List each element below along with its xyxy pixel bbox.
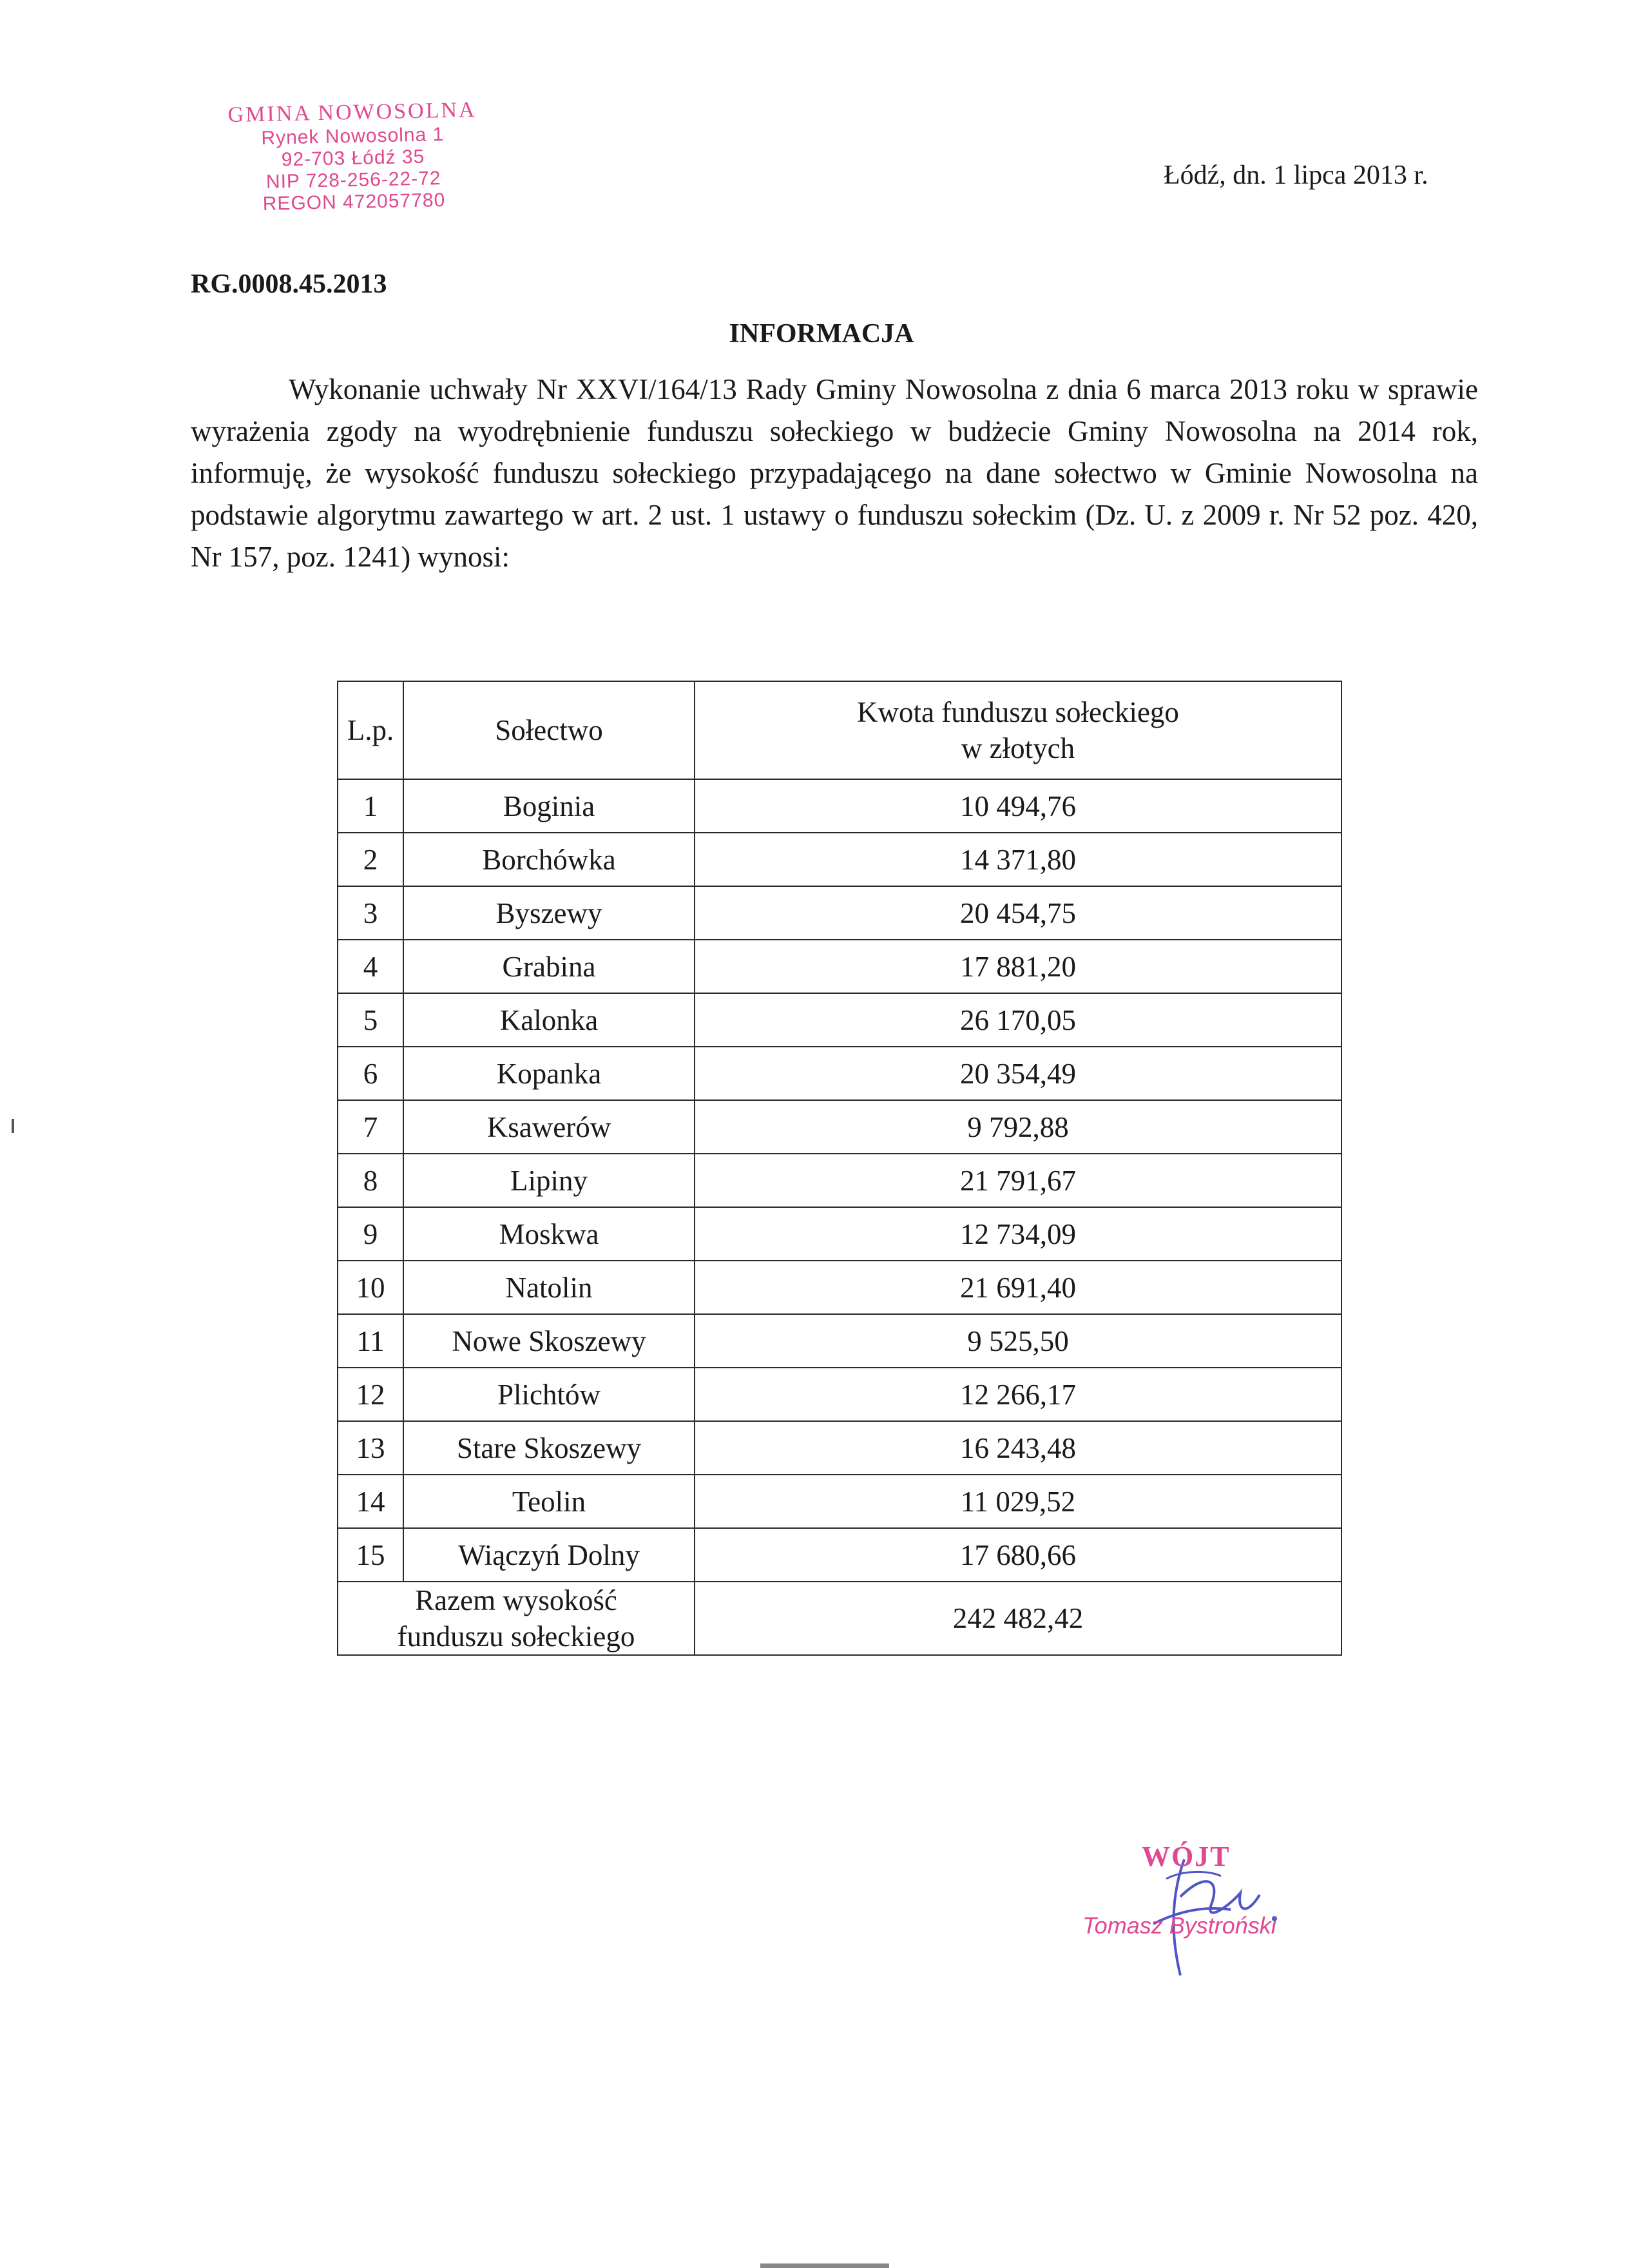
row-amount: 17 680,66 [695,1528,1341,1582]
row-lp: 2 [338,833,403,886]
row-amount: 10 494,76 [695,779,1341,833]
scan-edge-line [760,2263,889,2268]
total-row [338,1582,1341,1655]
row-amount: 11 029,52 [695,1475,1341,1528]
signature-title: WÓJT [1142,1841,1231,1872]
office-stamp [204,97,503,217]
table-row [338,1154,1341,1207]
row-name: Boginia [403,779,695,833]
table-row [338,1100,1341,1154]
row-lp: 15 [338,1528,403,1582]
row-name: Byszewy [403,886,695,940]
reference-number: RG.0008.45.2013 [191,269,387,299]
row-name: Teolin [403,1475,695,1528]
row-lp: 14 [338,1475,403,1528]
table-header-row [338,681,1341,779]
table-row [338,1475,1341,1528]
table-row [338,1368,1341,1421]
total-label [338,1582,695,1655]
table-row [338,833,1341,886]
row-name: Wiączyń Dolny [403,1528,695,1582]
row-amount: 9 525,50 [695,1314,1341,1368]
table-body [338,779,1341,1582]
table-row [338,779,1341,833]
row-lp: 9 [338,1207,403,1261]
row-name: Natolin [403,1261,695,1314]
row-lp: 11 [338,1314,403,1368]
table-row [338,993,1341,1047]
total-amount: 242 482,42 [695,1582,1341,1655]
stamp-line: Rynek Nowosolna 1 [261,124,445,149]
row-amount: 17 881,20 [695,940,1341,993]
row-name: Grabina [403,940,695,993]
row-name: Ksawerów [403,1100,695,1154]
row-name: Kopanka [403,1047,695,1100]
stamp-line: REGON 472057780 [262,189,446,215]
row-amount: 20 454,75 [695,886,1341,940]
row-name: Lipiny [403,1154,695,1207]
row-name: Plichtów [403,1368,695,1421]
row-lp: 13 [338,1421,403,1475]
header-amount-line1: Kwota funduszu sołeckiego [857,696,1179,728]
stamp-line: 92-703 Łódź 35 [281,146,425,171]
row-name: Stare Skoszewy [403,1421,695,1475]
place-date: Łódź, dn. 1 lipca 2013 r. [1164,160,1428,190]
row-name: Moskwa [403,1207,695,1261]
body-paragraph: Wykonanie uchwały Nr XXVI/164/13 Rady Gminy Nowosolna z dnia 6 marca 2013 roku w sprawie wyrażenia zgody na wyodrębnienie funduszu sołeckiego w budżecie Gminy Nowosolna na 2014 rok, informuję, że wysokość funduszu sołeckiego przypadającego na dane sołectwo w Gminie Nowosolna na podstawie algorytmu zawartego w art. 2 ust. 1 ustawy o funduszu sołeckim (Dz. U. z 2009 r. Nr 52 poz. 420, Nr 157, poz. 1241) wynosi: [191,373,1478,573]
total-label-line1: Razem wysokość [415,1584,617,1616]
table-row [338,1528,1341,1582]
row-lp: 12 [338,1368,403,1421]
table-row [338,940,1341,993]
signatory-name: Tomasz Bystroński [1082,1912,1276,1939]
row-name: Borchówka [403,833,695,886]
row-name: Nowe Skoszewy [403,1314,695,1368]
row-amount: 12 734,09 [695,1207,1341,1261]
row-lp: 6 [338,1047,403,1100]
table-row [338,1314,1341,1368]
header-amount-line2: w złotych [961,732,1075,764]
row-name: Kalonka [403,993,695,1047]
stamp-line: NIP 728-256-22-72 [265,168,441,193]
table-row [338,1261,1341,1314]
row-amount: 21 691,40 [695,1261,1341,1314]
scan-mark [12,1119,14,1133]
header-lp: L.p. [338,681,403,779]
row-amount: 14 371,80 [695,833,1341,886]
header-amount [695,681,1341,779]
row-amount: 9 792,88 [695,1100,1341,1154]
row-lp: 1 [338,779,403,833]
row-amount: 20 354,49 [695,1047,1341,1100]
table-row [338,1047,1341,1100]
table-row [338,886,1341,940]
row-lp: 8 [338,1154,403,1207]
stamp-title: GMINA NOWOSOLNA [227,97,477,128]
row-lp: 5 [338,993,403,1047]
row-amount: 21 791,67 [695,1154,1341,1207]
row-lp: 10 [338,1261,403,1314]
row-amount: 26 170,05 [695,993,1341,1047]
table-row [338,1207,1341,1261]
table-row [338,1421,1341,1475]
document-heading: INFORMACJA [729,319,914,349]
header-name: Sołectwo [403,681,695,779]
row-lp: 3 [338,886,403,940]
total-label-line2: funduszu sołeckiego [397,1620,635,1653]
row-lp: 4 [338,940,403,993]
fund-table [337,681,1342,1656]
row-amount: 12 266,17 [695,1368,1341,1421]
row-lp: 7 [338,1100,403,1154]
row-amount: 16 243,48 [695,1421,1341,1475]
